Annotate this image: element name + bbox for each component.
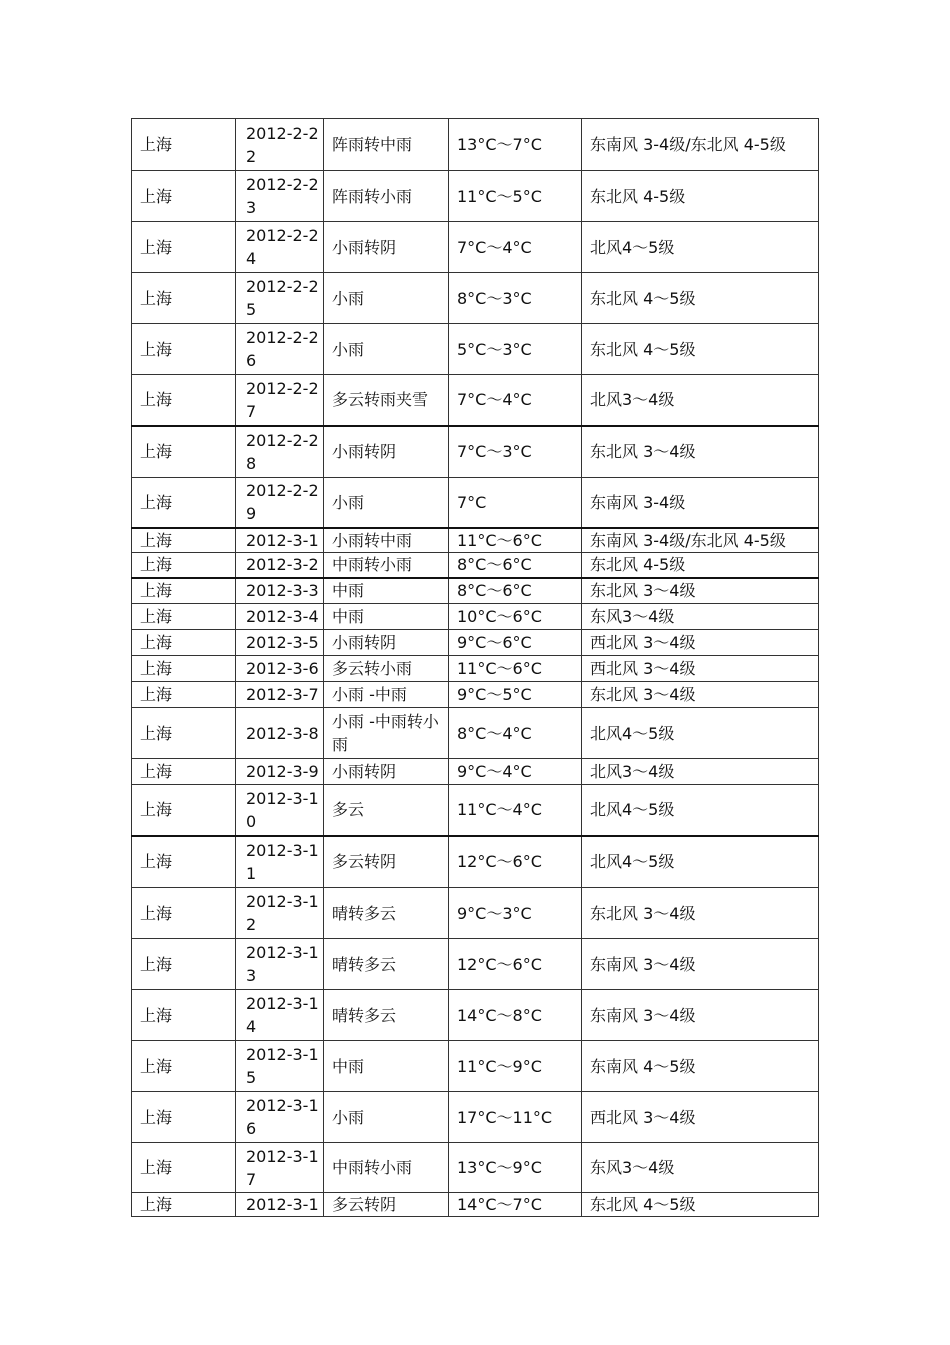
wind-cell: 东南风 3-4级/东北风 4-5级	[582, 119, 819, 171]
wind-cell: 东风3～4级	[582, 604, 819, 630]
temperature-cell: 9°C～6°C	[449, 630, 582, 656]
date-cell: 2012-3-5	[236, 630, 324, 656]
weather-cell: 多云转小雨	[324, 656, 449, 682]
table-row	[132, 785, 819, 836]
date-cell: 2012-3-8	[236, 708, 324, 759]
temperature-cell: 13°C～9°C	[449, 1143, 582, 1193]
wind-cell: 东北风 3～4级	[582, 578, 819, 604]
wind-cell: 东北风 3～4级	[582, 888, 819, 939]
city-cell: 上海	[132, 682, 236, 708]
weather-cell: 阵雨转中雨	[324, 119, 449, 171]
date-cell: 2012-3-2	[236, 553, 324, 578]
weather-cell: 中雨转小雨	[324, 1143, 449, 1193]
city-cell: 上海	[132, 171, 236, 222]
city-cell: 上海	[132, 604, 236, 630]
temperature-cell: 11°C～9°C	[449, 1041, 582, 1092]
table-row	[132, 528, 819, 553]
table-row	[132, 1092, 819, 1143]
wind-cell: 北风3～4级	[582, 375, 819, 426]
city-cell: 上海	[132, 1143, 236, 1193]
wind-cell: 北风4～5级	[582, 785, 819, 836]
weather-cell: 多云	[324, 785, 449, 836]
date-cell: 2012-2-22	[236, 119, 324, 171]
date-cell: 2012-3-3	[236, 578, 324, 604]
table-row	[132, 171, 819, 222]
date-cell: 2012-3-10	[236, 785, 324, 836]
date-cell: 2012-3-12	[236, 888, 324, 939]
table-row	[132, 119, 819, 171]
table-row	[132, 888, 819, 939]
table-row	[132, 836, 819, 888]
date-cell: 2012-2-27	[236, 375, 324, 426]
table-row	[132, 553, 819, 578]
table-row	[132, 222, 819, 273]
temperature-cell: 10°C～6°C	[449, 604, 582, 630]
city-cell: 上海	[132, 939, 236, 990]
date-cell: 2012-3-1	[236, 528, 324, 553]
weather-table	[131, 118, 819, 1217]
table-row	[132, 990, 819, 1041]
wind-cell: 西北风 3～4级	[582, 656, 819, 682]
date-cell: 2012-3-14	[236, 990, 324, 1041]
weather-cell: 小雨转阴	[324, 222, 449, 273]
weather-cell: 中雨	[324, 1041, 449, 1092]
table-row	[132, 682, 819, 708]
date-cell: 2012-2-23	[236, 171, 324, 222]
date-cell: 2012-3-9	[236, 759, 324, 785]
wind-cell: 东南风 3～4级	[582, 939, 819, 990]
weather-cell: 多云转阴	[324, 836, 449, 888]
weather-cell: 小雨转阴	[324, 759, 449, 785]
table-row	[132, 939, 819, 990]
city-cell: 上海	[132, 990, 236, 1041]
temperature-cell: 11°C～6°C	[449, 656, 582, 682]
temperature-cell: 9°C～4°C	[449, 759, 582, 785]
weather-cell: 小雨转阴	[324, 630, 449, 656]
table-row	[132, 375, 819, 426]
city-cell: 上海	[132, 478, 236, 528]
table-row	[132, 1193, 819, 1217]
city-cell: 上海	[132, 1041, 236, 1092]
city-cell: 上海	[132, 528, 236, 553]
temperature-cell: 14°C～7°C	[449, 1193, 582, 1217]
table-row	[132, 324, 819, 375]
date-cell: 2012-2-28	[236, 426, 324, 478]
date-cell: 2012-3-15	[236, 1041, 324, 1092]
date-cell: 2012-2-29	[236, 478, 324, 528]
table-row	[132, 656, 819, 682]
date-cell: 2012-2-25	[236, 273, 324, 324]
city-cell: 上海	[132, 759, 236, 785]
wind-cell: 北风3～4级	[582, 759, 819, 785]
temperature-cell: 7°C～3°C	[449, 426, 582, 478]
wind-cell: 北风4～5级	[582, 222, 819, 273]
city-cell: 上海	[132, 1193, 236, 1217]
weather-cell: 晴转多云	[324, 888, 449, 939]
date-cell: 2012-3-16	[236, 1092, 324, 1143]
city-cell: 上海	[132, 656, 236, 682]
weather-cell: 晴转多云	[324, 939, 449, 990]
weather-cell: 小雨转中雨	[324, 528, 449, 553]
weather-cell: 小雨转阴	[324, 426, 449, 478]
city-cell: 上海	[132, 630, 236, 656]
wind-cell: 西北风 3～4级	[582, 630, 819, 656]
city-cell: 上海	[132, 375, 236, 426]
weather-cell: 多云转阴	[324, 1193, 449, 1217]
date-cell: 2012-3-13	[236, 939, 324, 990]
wind-cell: 东北风 4～5级	[582, 273, 819, 324]
weather-cell: 中雨	[324, 578, 449, 604]
date-cell: 2012-2-26	[236, 324, 324, 375]
city-cell: 上海	[132, 708, 236, 759]
temperature-cell: 17°C～11°C	[449, 1092, 582, 1143]
temperature-cell: 7°C～4°C	[449, 375, 582, 426]
table-row	[132, 578, 819, 604]
temperature-cell: 11°C～4°C	[449, 785, 582, 836]
weather-cell: 中雨转小雨	[324, 553, 449, 578]
temperature-cell: 14°C～8°C	[449, 990, 582, 1041]
wind-cell: 东风3～4级	[582, 1143, 819, 1193]
temperature-cell: 13°C～7°C	[449, 119, 582, 171]
wind-cell: 东南风 4～5级	[582, 1041, 819, 1092]
date-cell: 2012-3-6	[236, 656, 324, 682]
date-cell: 2012-3-1	[236, 1193, 324, 1217]
wind-cell: 东南风 3-4级/东北风 4-5级	[582, 528, 819, 553]
wind-cell: 东北风 3～4级	[582, 426, 819, 478]
date-cell: 2012-2-24	[236, 222, 324, 273]
city-cell: 上海	[132, 785, 236, 836]
temperature-cell: 12°C～6°C	[449, 836, 582, 888]
weather-cell: 中雨	[324, 604, 449, 630]
table-row	[132, 759, 819, 785]
weather-cell: 多云转雨夹雪	[324, 375, 449, 426]
city-cell: 上海	[132, 324, 236, 375]
weather-cell: 小雨	[324, 324, 449, 375]
city-cell: 上海	[132, 1092, 236, 1143]
table-row	[132, 708, 819, 759]
wind-cell: 东北风 4～5级	[582, 324, 819, 375]
city-cell: 上海	[132, 273, 236, 324]
city-cell: 上海	[132, 836, 236, 888]
wind-cell: 东北风 3～4级	[582, 682, 819, 708]
temperature-cell: 8°C～6°C	[449, 553, 582, 578]
wind-cell: 东南风 3-4级	[582, 478, 819, 528]
temperature-cell: 8°C～6°C	[449, 578, 582, 604]
city-cell: 上海	[132, 222, 236, 273]
city-cell: 上海	[132, 119, 236, 171]
weather-cell: 小雨	[324, 478, 449, 528]
temperature-cell: 5°C～3°C	[449, 324, 582, 375]
date-cell: 2012-3-4	[236, 604, 324, 630]
wind-cell: 西北风 3～4级	[582, 1092, 819, 1143]
temperature-cell: 11°C～6°C	[449, 528, 582, 553]
wind-cell: 东北风 4～5级	[582, 1193, 819, 1217]
temperature-cell: 11°C～5°C	[449, 171, 582, 222]
temperature-cell: 7°C	[449, 478, 582, 528]
temperature-cell: 9°C～3°C	[449, 888, 582, 939]
wind-cell: 东北风 4-5级	[582, 553, 819, 578]
wind-cell: 东南风 3～4级	[582, 990, 819, 1041]
temperature-cell: 12°C～6°C	[449, 939, 582, 990]
temperature-cell: 8°C～4°C	[449, 708, 582, 759]
wind-cell: 北风4～5级	[582, 836, 819, 888]
temperature-cell: 7°C～4°C	[449, 222, 582, 273]
weather-cell: 小雨 -中雨转小雨	[324, 708, 449, 759]
weather-cell: 晴转多云	[324, 990, 449, 1041]
table-row	[132, 478, 819, 528]
table-row	[132, 1041, 819, 1092]
city-cell: 上海	[132, 553, 236, 578]
weather-cell: 小雨	[324, 1092, 449, 1143]
table-row	[132, 273, 819, 324]
weather-cell: 小雨 -中雨	[324, 682, 449, 708]
city-cell: 上海	[132, 426, 236, 478]
date-cell: 2012-3-17	[236, 1143, 324, 1193]
table-row	[132, 604, 819, 630]
city-cell: 上海	[132, 578, 236, 604]
weather-cell: 小雨	[324, 273, 449, 324]
date-cell: 2012-3-11	[236, 836, 324, 888]
weather-cell: 阵雨转小雨	[324, 171, 449, 222]
table-row	[132, 426, 819, 478]
wind-cell: 东北风 4-5级	[582, 171, 819, 222]
table-row	[132, 630, 819, 656]
wind-cell: 北风4～5级	[582, 708, 819, 759]
date-cell: 2012-3-7	[236, 682, 324, 708]
temperature-cell: 8°C～3°C	[449, 273, 582, 324]
table-row	[132, 1143, 819, 1193]
temperature-cell: 9°C～5°C	[449, 682, 582, 708]
city-cell: 上海	[132, 888, 236, 939]
